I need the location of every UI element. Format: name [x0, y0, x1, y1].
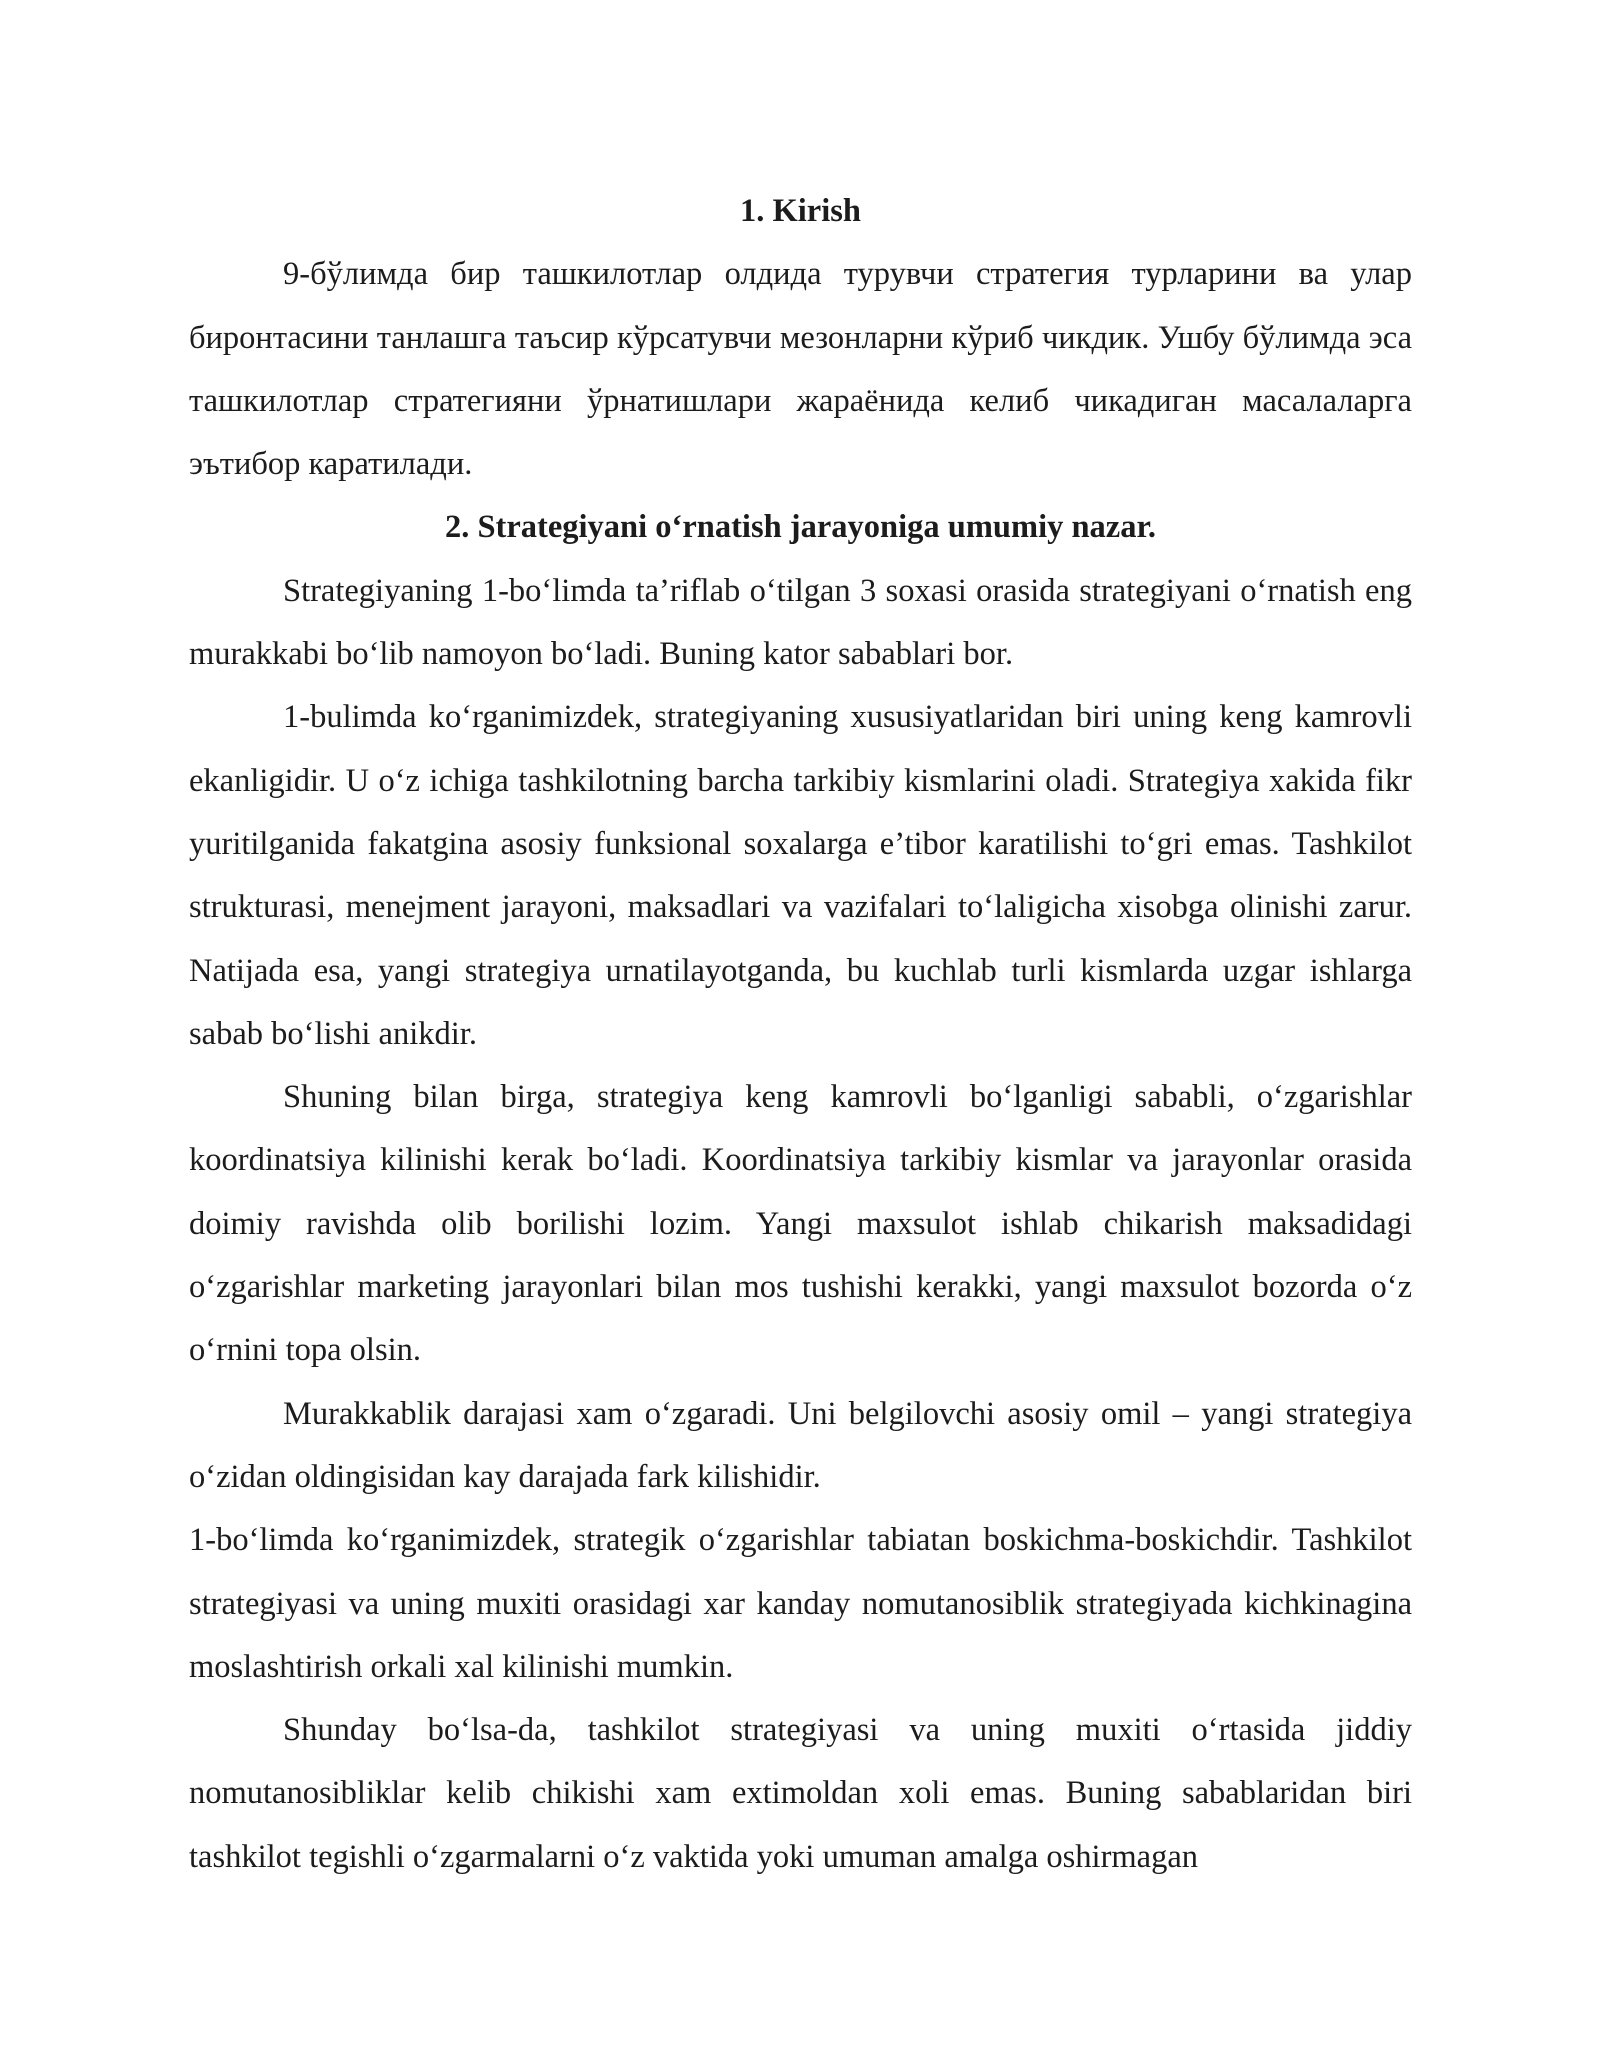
paragraph: 9-бўлимда бир ташкилотлар олдида турувчи стратегия турларини ва улар биронтасини танлашга таъсир кўрсатувчи мезонларни кўриб чикдик. Ушбу бўлимда эса ташкилотлар стратегияни ўрнатишлари жараёнида келиб чикадиган масалаларга эътибор каратилади. — [189, 256, 1412, 483]
paragraph: Shuning bilan birga, strategiya keng kamrovli bo‘lganligi sababli, o‘zgarishlar koordinatsiya kilinishi kerak bo‘ladi. Koordinatsiya tarkibiy kismlar va jarayonlar orasida doimiy ravishda olib borilishi lozim. Yangi maxsulot ishlab chikarish maksadidagi o‘zgarishlar marketing jarayonlari bilan mos tushishi kerakki, yangi maxsulot bozorda o‘z o‘rnini topa olsin. — [189, 1079, 1412, 1369]
paragraph: Shunday bo‘lsa-da, tashkilot strategiyasi va uning muxiti o‘rtasida jiddiy nomutanosibliklar kelib chikishi xam extimoldan xoli emas. Buning sabablaridan biri tashkilot tegishli o‘zgarmalarni o‘z vaktida yoki umuman amalga oshirmagan — [189, 1712, 1412, 1875]
paragraph: Strategiyaning 1-bo‘limda ta’riflab o‘tilgan 3 soxasi orasida strategiyani o‘rnatish eng murakkabi bo‘lib namoyon bo‘ladi. Buning kator sabablari bor. — [189, 572, 1412, 673]
section-heading-strategy-overview: 2. Strategiyani o‘rnatish jarayoniga umumiy nazar. — [444, 509, 1157, 546]
paragraph: Murakkablik darajasi xam o‘zgaradi. Uni belgilovchi asosiy omil – yangi strategiya o‘zidan oldingisidan kay darajada fark kilishidir. — [189, 1395, 1412, 1495]
document-body — [189, 180, 1412, 1889]
paragraph: 1-bulimda ko‘rganimizdek, strategiyaning xususiyatlaridan biri uning keng kamrovli ekanligidir. U o‘z ichiga tashkilotning barcha tarkibiy kismlarini oladi. Strategiya xakida fikr yuritilganida fakatgina asosiy funksional soxalarga e’tibor karatilishi to‘gri emas. Tashkilot strukturasi, menejment jarayoni, maksadlari va vazifalari to‘laligicha xisobga olinishi zarur. Natijada esa, yangi strategiya urnatilayotganda, bu kuchlab turli kismlarda uzgar ishlarga sabab bo‘lishi anikdir. — [189, 699, 1412, 1052]
section-heading-introduction: 1. Kirish — [740, 193, 861, 229]
paragraph: 1-bo‘limda ko‘rganimizdek, strategik o‘zgarishlar tabiatan boskichma-boskichdir. Tashkilot strategiyasi va uning muxiti orasidagi xar kanday nomutanosiblik strategiyada kichkinagina moslashtirish orkali xal kilinishi mumkin. — [189, 1522, 1412, 1685]
